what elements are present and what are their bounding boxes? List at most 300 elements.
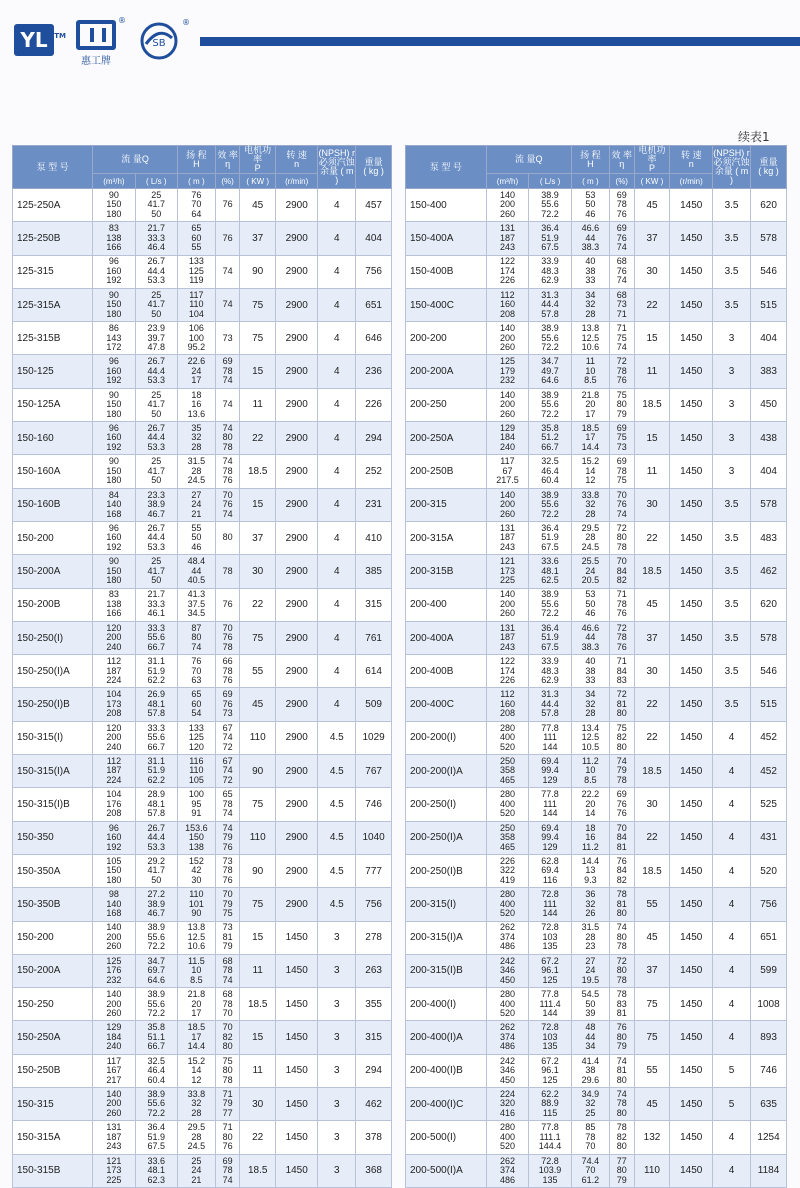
speed-cell: 1450 <box>670 455 713 488</box>
speed-cell: 1450 <box>670 1154 713 1187</box>
speed-cell: 1450 <box>670 488 713 521</box>
flow-m3h-cell: 125 179 232 <box>486 355 529 388</box>
head-cell: 29.5 28 24.5 <box>571 521 609 554</box>
speed-cell: 1450 <box>670 422 713 455</box>
weight-cell: 756 <box>751 888 787 921</box>
weight-cell: 620 <box>751 588 787 621</box>
npsh-cell: 4 <box>318 555 356 588</box>
table-row <box>406 222 787 255</box>
head-cell: 55 50 46 <box>177 521 215 554</box>
flow-m3h-cell: 112 187 224 <box>93 755 135 788</box>
weight-cell: 378 <box>356 1121 392 1154</box>
table-row <box>13 288 392 321</box>
speed-cell: 1450 <box>670 189 713 222</box>
model-cell: 200-400(I)A <box>406 1021 487 1054</box>
head-cell: 40 38 33 <box>571 655 609 688</box>
head-cell: 13.4 12.5 10.5 <box>571 721 609 754</box>
efficiency-cell: 74 <box>215 255 240 288</box>
table-row <box>406 755 787 788</box>
model-cell: 200-315 <box>406 488 487 521</box>
efficiency-cell: 70 79 75 <box>215 888 240 921</box>
speed-cell: 2900 <box>276 588 318 621</box>
weight-cell: 1008 <box>751 988 787 1021</box>
flow-ls-cell: 77.8 111 144 <box>529 788 572 821</box>
weight-cell: 546 <box>751 255 787 288</box>
speed-cell: 1450 <box>670 788 713 821</box>
flow-ls-cell: 31.3 44.4 57.8 <box>529 288 572 321</box>
head-cell: 133 125 119 <box>177 255 215 288</box>
flow-ls-cell: 35.8 51.2 66.7 <box>529 422 572 455</box>
flow-m3h-cell: 129 184 240 <box>93 1021 135 1054</box>
speed-cell: 1450 <box>670 355 713 388</box>
power-cell: 45 <box>634 1088 670 1121</box>
power-cell: 22 <box>240 588 276 621</box>
model-cell: 200-200(I)A <box>406 755 487 788</box>
table-row <box>13 888 392 921</box>
head-cell: 100 95 91 <box>177 788 215 821</box>
power-cell: 11 <box>240 954 276 987</box>
efficiency-cell: 68 76 74 <box>609 255 634 288</box>
speed-cell: 1450 <box>670 322 713 355</box>
weight-cell: 515 <box>751 688 787 721</box>
model-cell: 200-400B <box>406 655 487 688</box>
weight-cell: 1029 <box>356 721 392 754</box>
table-row <box>13 322 392 355</box>
speed-cell: 1450 <box>670 521 713 554</box>
head-cell: 106 100 95.2 <box>177 322 215 355</box>
power-cell: 45 <box>240 189 276 222</box>
head-cell: 11 10 8.5 <box>571 355 609 388</box>
weight-cell: 404 <box>356 222 392 255</box>
weight-cell: 761 <box>356 621 392 654</box>
speed-cell: 1450 <box>670 1021 713 1054</box>
flow-m3h-cell: 140 200 260 <box>486 189 529 222</box>
head-cell: 53 50 46 <box>571 189 609 222</box>
speed-cell: 1450 <box>276 1121 318 1154</box>
table-row <box>13 1154 392 1187</box>
efficiency-cell: 73 81 79 <box>215 921 240 954</box>
flow-m3h-cell: 140 200 260 <box>486 322 529 355</box>
flow-m3h-cell: 125 176 232 <box>93 954 135 987</box>
power-cell: 22 <box>634 521 670 554</box>
header-speed-unit: (r/min) <box>276 174 318 189</box>
speed-cell: 2900 <box>276 821 318 854</box>
weight-cell: 315 <box>356 1021 392 1054</box>
flow-ls-cell: 26.7 44.4 53.3 <box>135 521 177 554</box>
weight-cell: 578 <box>751 222 787 255</box>
table-row <box>406 388 787 421</box>
model-cell: 200-400(I)B <box>406 1054 487 1087</box>
speed-cell: 2900 <box>276 222 318 255</box>
header-head: 扬 程 H <box>571 146 609 174</box>
weight-cell: 383 <box>751 355 787 388</box>
weight-cell: 525 <box>751 788 787 821</box>
weight-cell: 385 <box>356 555 392 588</box>
head-cell: 76 70 64 <box>177 189 215 222</box>
weight-cell: 231 <box>356 488 392 521</box>
table-row <box>13 954 392 987</box>
efficiency-cell: 70 82 80 <box>215 1021 240 1054</box>
flow-ls-cell: 62.8 69.4 116 <box>529 854 572 887</box>
weight-cell: 546 <box>751 655 787 688</box>
power-cell: 22 <box>634 721 670 754</box>
model-cell: 200-400(I)C <box>406 1088 487 1121</box>
npsh-cell: 4 <box>713 755 751 788</box>
flow-m3h-cell: 140 200 260 <box>486 388 529 421</box>
speed-cell: 1450 <box>670 288 713 321</box>
table-row <box>13 388 392 421</box>
power-cell: 15 <box>240 1021 276 1054</box>
flow-ls-cell: 33.6 48.1 62.3 <box>135 1154 177 1187</box>
flow-m3h-cell: 98 140 168 <box>93 888 135 921</box>
flow-m3h-cell: 104 176 208 <box>93 788 135 821</box>
table-body <box>13 189 392 1188</box>
npsh-cell: 4 <box>713 1154 751 1187</box>
flow-ls-cell: 72.8 111 144 <box>529 888 572 921</box>
flow-m3h-cell: 140 200 260 <box>93 988 135 1021</box>
model-cell: 200-200 <box>406 322 487 355</box>
model-cell: 150-315A <box>13 1121 93 1154</box>
model-cell: 125-315B <box>13 322 93 355</box>
head-cell: 153.6 150 138 <box>177 821 215 854</box>
table-row <box>406 854 787 887</box>
flow-ls-cell: 27.2 38.9 46.7 <box>135 888 177 921</box>
npsh-cell: 3.5 <box>713 222 751 255</box>
flow-m3h-cell: 90 150 180 <box>93 388 135 421</box>
speed-cell: 1450 <box>276 1088 318 1121</box>
flow-ls-cell: 38.9 55.6 72.2 <box>135 988 177 1021</box>
weight-cell: 1254 <box>751 1121 787 1154</box>
npsh-cell: 3 <box>318 1054 356 1087</box>
flow-ls-cell: 25 41.7 50 <box>135 388 177 421</box>
efficiency-cell: 76 <box>215 222 240 255</box>
flow-ls-cell: 34.7 69.7 64.6 <box>135 954 177 987</box>
flow-m3h-cell: 96 160 192 <box>93 521 135 554</box>
flow-m3h-cell: 83 138 166 <box>93 222 135 255</box>
npsh-cell: 3.5 <box>713 255 751 288</box>
speed-cell: 1450 <box>670 588 713 621</box>
npsh-cell: 3.5 <box>713 588 751 621</box>
npsh-cell: 3 <box>318 954 356 987</box>
efficiency-cell: 67 74 72 <box>215 755 240 788</box>
table-row <box>13 488 392 521</box>
weight-cell: 252 <box>356 455 392 488</box>
efficiency-cell: 72 78 76 <box>609 621 634 654</box>
power-cell: 11 <box>634 355 670 388</box>
huigong-brand-name: 惠工牌 <box>81 56 111 67</box>
header-speed: 转 速 n <box>276 146 318 174</box>
flow-m3h-cell: 140 200 260 <box>486 588 529 621</box>
efficiency-cell: 74 78 80 <box>609 1088 634 1121</box>
table-row <box>13 1121 392 1154</box>
table-header <box>13 146 392 189</box>
flow-ls-cell: 25 41.7 50 <box>135 189 177 222</box>
efficiency-cell: 72 78 76 <box>609 355 634 388</box>
table-row <box>406 1121 787 1154</box>
efficiency-cell: 70 76 74 <box>215 488 240 521</box>
header-npsh: (NPSH) r 必须汽蚀 余量 ( m ) <box>713 146 751 189</box>
power-cell: 90 <box>240 255 276 288</box>
npsh-cell: 3 <box>713 322 751 355</box>
yl-logo <box>14 24 66 56</box>
npsh-cell: 4 <box>713 888 751 921</box>
table-row <box>13 588 392 621</box>
npsh-cell: 4.5 <box>318 755 356 788</box>
flow-ls-cell: 34.7 49.7 64.6 <box>529 355 572 388</box>
power-cell: 75 <box>240 888 276 921</box>
model-cell: 125-315 <box>13 255 93 288</box>
efficiency-cell: 71 84 83 <box>609 655 634 688</box>
model-cell: 125-250A <box>13 189 93 222</box>
table-row <box>13 721 392 754</box>
table-row <box>406 788 787 821</box>
head-cell: 133 125 120 <box>177 721 215 754</box>
speed-cell: 1450 <box>670 388 713 421</box>
weight-cell: 509 <box>356 688 392 721</box>
head-cell: 46.6 44 38.3 <box>571 222 609 255</box>
header-weight: 重量 ( kg ) <box>356 146 392 189</box>
weight-cell: 438 <box>751 422 787 455</box>
flow-m3h-cell: 280 400 520 <box>486 721 529 754</box>
speed-cell: 2900 <box>276 322 318 355</box>
speed-cell: 2900 <box>276 788 318 821</box>
flow-ls-cell: 26.7 44.4 53.3 <box>135 255 177 288</box>
weight-cell: 452 <box>751 721 787 754</box>
table-row <box>406 1088 787 1121</box>
head-cell: 33.8 32 28 <box>571 488 609 521</box>
efficiency-cell: 75 82 80 <box>609 721 634 754</box>
power-cell: 18.5 <box>634 555 670 588</box>
model-cell: 200-400A <box>406 621 487 654</box>
flow-m3h-cell: 96 160 192 <box>93 255 135 288</box>
efficiency-cell: 72 80 78 <box>609 954 634 987</box>
flow-m3h-cell: 140 200 260 <box>93 921 135 954</box>
weight-cell: 450 <box>751 388 787 421</box>
weight-cell: 483 <box>751 521 787 554</box>
flow-ls-cell: 32.5 46.4 60.4 <box>135 1054 177 1087</box>
npsh-cell: 4.5 <box>318 788 356 821</box>
speed-cell: 2900 <box>276 721 318 754</box>
table-row <box>13 788 392 821</box>
head-cell: 35 32 28 <box>177 422 215 455</box>
head-cell: 34 32 28 <box>571 688 609 721</box>
speed-cell: 1450 <box>670 1088 713 1121</box>
npsh-cell: 3.5 <box>713 189 751 222</box>
power-cell: 30 <box>634 255 670 288</box>
head-cell: 21.8 20 17 <box>571 388 609 421</box>
speed-cell: 1450 <box>670 988 713 1021</box>
flow-ls-cell: 36.4 51.9 67.5 <box>135 1121 177 1154</box>
efficiency-cell: 74 80 78 <box>215 422 240 455</box>
weight-cell: 457 <box>356 189 392 222</box>
flow-m3h-cell: 112 187 224 <box>93 655 135 688</box>
flow-ls-cell: 25 41.7 50 <box>135 555 177 588</box>
efficiency-cell: 74 81 80 <box>609 1054 634 1087</box>
table-row <box>13 655 392 688</box>
model-cell: 150-200 <box>13 521 93 554</box>
flow-m3h-cell: 140 200 260 <box>486 488 529 521</box>
weight-cell: 620 <box>751 189 787 222</box>
table-row <box>406 821 787 854</box>
speed-cell: 1450 <box>670 888 713 921</box>
flow-m3h-cell: 242 346 450 <box>486 954 529 987</box>
efficiency-cell: 73 <box>215 322 240 355</box>
efficiency-cell: 77 80 79 <box>609 1154 634 1187</box>
trademark-mark: TM <box>54 32 66 40</box>
header-power: 电机功率 P <box>240 146 276 174</box>
power-cell: 15 <box>240 355 276 388</box>
efficiency-cell: 71 79 77 <box>215 1088 240 1121</box>
speed-cell: 1450 <box>276 921 318 954</box>
efficiency-cell: 74 79 76 <box>215 821 240 854</box>
model-cell: 150-350A <box>13 854 93 887</box>
efficiency-cell: 70 76 78 <box>215 621 240 654</box>
speed-cell: 2900 <box>276 854 318 887</box>
flow-ls-cell: 38.9 55.6 72.2 <box>529 388 572 421</box>
npsh-cell: 3.5 <box>713 621 751 654</box>
efficiency-cell: 69 78 75 <box>609 455 634 488</box>
flow-ls-cell: 72.8 103 135 <box>529 921 572 954</box>
weight-cell: 263 <box>356 954 392 987</box>
model-cell: 200-315(I)A <box>406 921 487 954</box>
weight-cell: 893 <box>751 1021 787 1054</box>
table-row <box>13 854 392 887</box>
npsh-cell: 4 <box>713 721 751 754</box>
speed-cell: 1450 <box>670 755 713 788</box>
table-row <box>406 588 787 621</box>
table-row <box>13 821 392 854</box>
efficiency-cell: 76 <box>215 189 240 222</box>
power-cell: 30 <box>240 1088 276 1121</box>
efficiency-cell: 76 <box>215 588 240 621</box>
npsh-cell: 4 <box>318 422 356 455</box>
power-cell: 30 <box>634 488 670 521</box>
flow-ls-cell: 33.9 48.3 62.9 <box>529 655 572 688</box>
efficiency-cell: 75 80 79 <box>609 388 634 421</box>
flow-ls-cell: 77.8 111.1 144.4 <box>529 1121 572 1154</box>
efficiency-cell: 72 80 78 <box>609 521 634 554</box>
head-cell: 18.5 17 14.4 <box>571 422 609 455</box>
header-head: 扬 程 H <box>177 146 215 174</box>
flow-m3h-cell: 242 346 450 <box>486 1054 529 1087</box>
weight-cell: 1040 <box>356 821 392 854</box>
npsh-cell: 4 <box>713 988 751 1021</box>
model-cell: 200-315A <box>406 521 487 554</box>
speed-cell: 2900 <box>276 189 318 222</box>
table-row <box>406 888 787 921</box>
huigong-logo <box>66 16 126 70</box>
flow-ls-cell: 38.9 55.6 72.2 <box>529 322 572 355</box>
head-cell: 54.5 50 39 <box>571 988 609 1021</box>
npsh-cell: 4 <box>713 1021 751 1054</box>
power-cell: 18.5 <box>240 455 276 488</box>
header-power-unit: ( KW ) <box>240 174 276 189</box>
weight-cell: 410 <box>356 521 392 554</box>
weight-cell: 294 <box>356 1054 392 1087</box>
weight-cell: 520 <box>751 854 787 887</box>
model-cell: 150-200A <box>13 555 93 588</box>
table-row <box>406 488 787 521</box>
table-row <box>406 255 787 288</box>
power-cell: 75 <box>240 288 276 321</box>
flow-m3h-cell: 83 138 166 <box>93 588 135 621</box>
head-cell: 48 44 34 <box>571 1021 609 1054</box>
speed-cell: 2900 <box>276 422 318 455</box>
table-body <box>406 189 787 1188</box>
flow-ls-cell: 21.7 33.3 46.1 <box>135 588 177 621</box>
head-cell: 13.8 12.5 10.6 <box>177 921 215 954</box>
flow-ls-cell: 77.8 111 144 <box>529 721 572 754</box>
npsh-cell: 4 <box>713 954 751 987</box>
power-cell: 11 <box>634 455 670 488</box>
flow-ls-cell: 33.3 55.6 66.7 <box>135 721 177 754</box>
flow-ls-cell: 28.9 48.1 57.8 <box>135 788 177 821</box>
table-row <box>13 921 392 954</box>
efficiency-cell: 74 <box>215 288 240 321</box>
header-model: 泵 型 号 <box>13 146 93 189</box>
npsh-cell: 5 <box>713 1088 751 1121</box>
flow-ls-cell: 38.9 55.6 72.2 <box>529 189 572 222</box>
flow-m3h-cell: 262 374 486 <box>486 921 529 954</box>
head-cell: 31.5 28 24.5 <box>177 455 215 488</box>
header-bar <box>200 37 800 46</box>
flow-m3h-cell: 112 160 208 <box>486 688 529 721</box>
model-cell: 200-315(I)B <box>406 954 487 987</box>
flow-m3h-cell: 121 173 225 <box>93 1154 135 1187</box>
flow-m3h-cell: 129 184 240 <box>486 422 529 455</box>
weight-cell: 294 <box>356 422 392 455</box>
speed-cell: 1450 <box>670 555 713 588</box>
sb-logo <box>140 18 190 60</box>
npsh-cell: 3.5 <box>713 688 751 721</box>
flow-m3h-cell: 280 400 520 <box>486 988 529 1021</box>
model-cell: 125-315A <box>13 288 93 321</box>
flow-m3h-cell: 131 187 243 <box>93 1121 135 1154</box>
head-cell: 13.8 12.5 10.6 <box>571 322 609 355</box>
head-cell: 29.5 28 24.5 <box>177 1121 215 1154</box>
npsh-cell: 3.5 <box>713 521 751 554</box>
head-cell: 22.6 24 17 <box>177 355 215 388</box>
head-cell: 18 16 13.6 <box>177 388 215 421</box>
table-row <box>406 1054 787 1087</box>
flow-ls-cell: 26.7 44.4 53.3 <box>135 355 177 388</box>
weight-cell: 404 <box>751 322 787 355</box>
table-row <box>406 189 787 222</box>
head-cell: 41.4 38 29.6 <box>571 1054 609 1087</box>
table-row <box>406 322 787 355</box>
speed-cell: 2900 <box>276 888 318 921</box>
power-cell: 45 <box>634 189 670 222</box>
efficiency-cell: 76 80 79 <box>609 1021 634 1054</box>
speed-cell: 1450 <box>670 255 713 288</box>
header-flow-ls: ( L/s ) <box>529 174 572 189</box>
power-cell: 37 <box>634 621 670 654</box>
power-cell: 75 <box>634 1021 670 1054</box>
npsh-cell: 4 <box>318 322 356 355</box>
power-cell: 55 <box>634 1054 670 1087</box>
flow-ls-cell: 23.9 39.7 47.8 <box>135 322 177 355</box>
head-cell: 74.4 70 61.2 <box>571 1154 609 1187</box>
power-cell: 75 <box>240 322 276 355</box>
table-row <box>406 921 787 954</box>
speed-cell: 2900 <box>276 655 318 688</box>
weight-cell: 368 <box>356 1154 392 1187</box>
table-row <box>13 455 392 488</box>
flow-m3h-cell: 105 150 180 <box>93 854 135 887</box>
table-row <box>13 988 392 1021</box>
header-head-unit: ( m ) <box>571 174 609 189</box>
flow-m3h-cell: 250 358 465 <box>486 755 529 788</box>
